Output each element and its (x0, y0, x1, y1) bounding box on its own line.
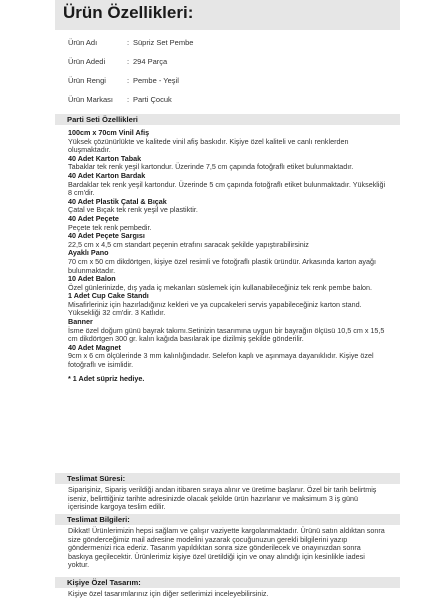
info-row (68, 38, 398, 57)
item-desc: 22,5 cm x 4,5 cm standart peçenin etrafını saracak şekilde yapıştırabilirsiniz (68, 239, 309, 249)
item-title: 40 Adet Plastik Çatal & Bıçak (68, 196, 167, 206)
custom-design-paragraph: Kişiye özel tasarımlarınız için diğer setlerimizi inceleyebilirsiniz. (68, 589, 269, 598)
item-title: 1 Adet Cup Cake Standı (68, 291, 149, 301)
party-set-header: Parti Seti Özellikleri (55, 114, 400, 125)
item-desc: Yüksek çözünürlükte ve kalitede vinil afiş baskıdır. Kişiye özel kaliteli ve canlı renklerden oluşmaktadır. (68, 136, 349, 155)
item-title: 10 Adet Balon (68, 274, 116, 284)
info-sep: : (127, 38, 130, 47)
item-title: 40 Adet Peçete (68, 213, 119, 223)
item-desc: Çatal ve Bıçak tek renk yeşil ve plastiktir. (68, 205, 198, 215)
info-key: Ürün Rengi (68, 76, 106, 85)
item-title: Ayaklı Pano (68, 248, 109, 258)
delivery-info-header: Teslimat Bilgileri: (55, 514, 400, 525)
info-key: Ürün Adedi (68, 57, 106, 66)
delivery-text (68, 486, 386, 512)
item-desc: Özel günlerinizde, dış yada iç mekanları süslemek için kullanabileceğiniz tek renk pembe balon. (68, 282, 373, 292)
item-desc: 9cm x 6 cm ölçülerinde 3 mm kalınlığındadır. Selefon kaplı ve aşınmaya dayanıklıdır. Kişiye özel fotoğraflı ve isimlidir. (68, 351, 374, 370)
info-value: 294 Parça (133, 57, 168, 66)
delivery-info-paragraph: Dikkat! Ürünlerimizin hepsi sağlam ve çalışır vaziyette kargolanmaktadır. Ürünü satın aldıktan sonra size gönderceğimiz mail adresine modelini yazarak çocuğunuzun gerekli bilgilerini yazıp göndermenizi rica ederiz. Tasarım yapıldıktan sonra size gönderilecek ve onayınızdan sonra baskıya geçilecektir. Ürünlerimiz kişiye özel üretildiği için ve onay alındığı için kesinlikle iadesi yoktur. (68, 526, 385, 570)
surprise-note: * 1 Adet süpriz hediye. (68, 373, 145, 383)
title-bar (55, 0, 400, 30)
item-title: 40 Adet Karton Bardak (68, 170, 146, 180)
info-key: Ürün Adı (68, 38, 98, 47)
custom-design-text (68, 590, 386, 599)
delivery-paragraph: Siparişiniz, Sipariş verildiği andan itibaren sıraya alınır ve üretime başlanır. Özel bir tarih belirtmiş iseniz, belirttiğiniz tarihte adresinizde olacak şekilde ürün hazırlanır ve maksimum 3 iş günü içerisinde kargoya teslim edilir. (68, 485, 377, 512)
product-info (68, 38, 398, 114)
info-sep: : (127, 57, 130, 66)
page-title: Ürün Özellikleri: (63, 3, 194, 22)
item-title: 100cm x 70cm Vinil Afiş (68, 128, 150, 137)
item-desc: İsme özel doğum günü bayrak takımı.Setinizin tasarımına uygun bir bayrağın ölçüsü 10,5 cm x 15,5 cm dikdörtgen 300 gr. kalın kağıda basılarak ipe dizilmiş şekilde gönderilir. (68, 325, 385, 344)
item-desc: Misafirleriniz için hazırladığınız kekleri ve ya cupcakeleri servis yapabileceğiniz karton stand. Yüksekliği 32 cm'dir. 3 Katlıdır. (68, 299, 362, 318)
party-set-list (68, 129, 386, 390)
delivery-header: Teslimat Süresi: (55, 473, 400, 484)
item-desc: Tabaklar tek renk yeşil kartondur. Üzerinde 7,5 cm çapında fotoğraflı etiket bulunmaktadır. (68, 162, 354, 172)
item-title: 40 Adet Karton Tabak (68, 153, 142, 163)
info-value: Parti Çocuk (133, 95, 172, 104)
custom-design-header: Kişiye Özel Tasarım: (55, 577, 400, 588)
info-row (68, 95, 398, 114)
item-title: 40 Adet Magnet (68, 342, 121, 352)
info-row (68, 76, 398, 95)
delivery-info-text (68, 527, 386, 570)
item-desc: Peçete tek renk pembedir. (68, 222, 152, 232)
item-title: 40 Adet Peçete Sargısı (68, 231, 145, 241)
item-title: Banner (68, 317, 93, 327)
info-sep: : (127, 95, 130, 104)
info-value: Pembe - Yeşil (133, 76, 179, 85)
info-row (68, 57, 398, 76)
item-desc: Bardaklar tek renk yeşil kartondur. Üzerinde 5 cm çapında fotoğraflı etiket bulunmaktadır. Yüksekliği 8 cm'dir. (68, 179, 386, 198)
info-value: Süpriz Set Pembe (133, 38, 194, 47)
info-sep: : (127, 76, 130, 85)
item-desc: 70 cm x 50 cm dikdörtgen, kişiye özel resimli ve fotoğraflı plastik üründür. Arkasında karton ayağı bulunmaktadır. (68, 256, 377, 275)
info-key: Ürün Markası (68, 95, 114, 104)
